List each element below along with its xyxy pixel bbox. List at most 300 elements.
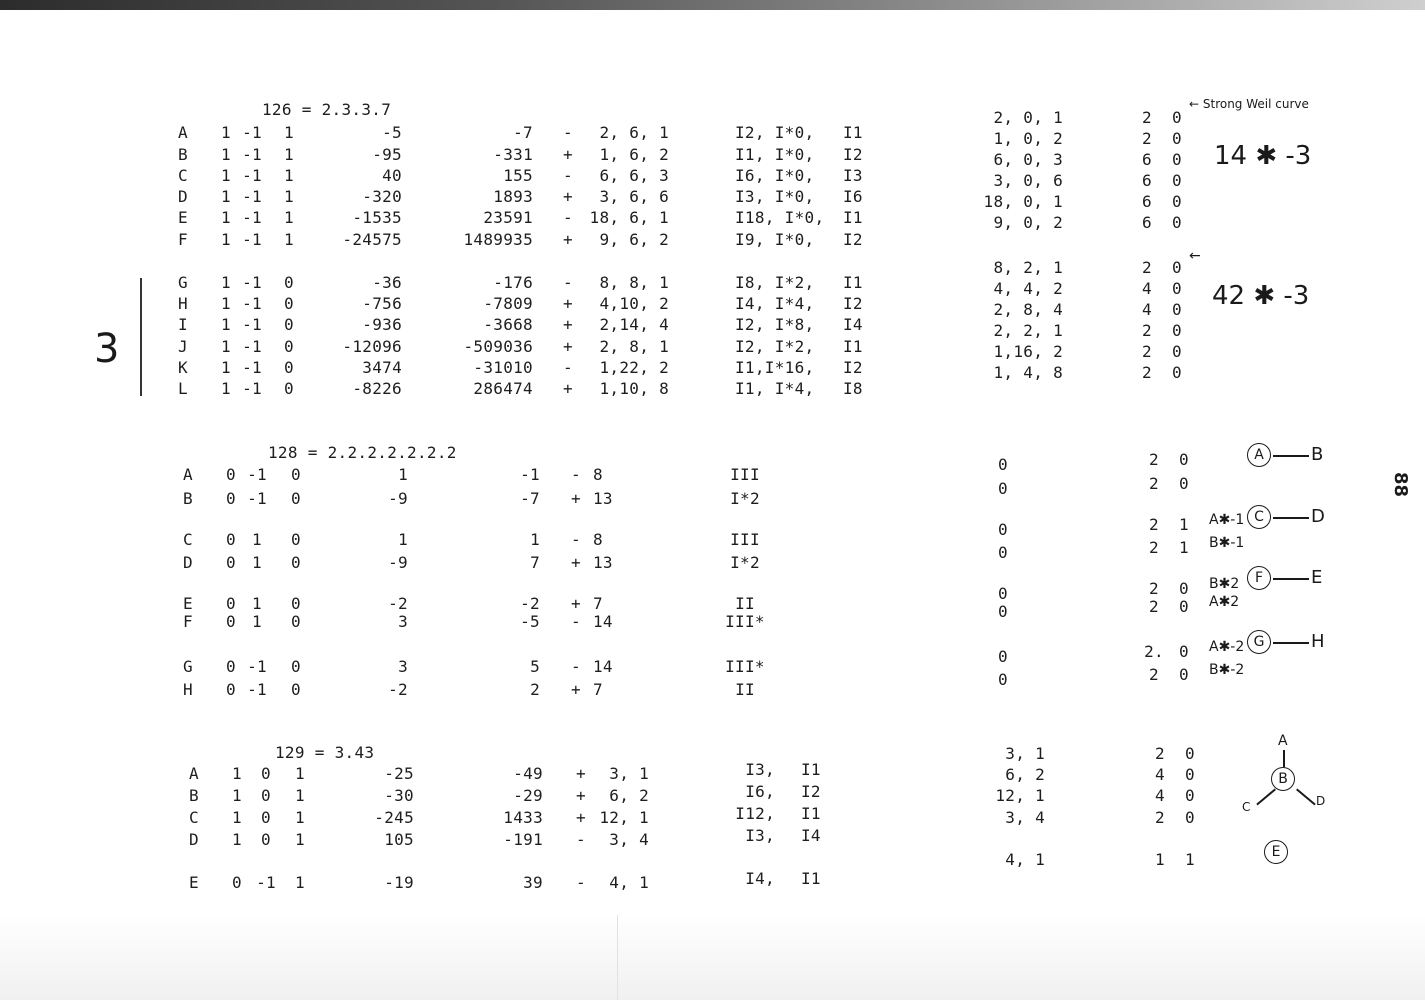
coef-b: -1 bbox=[242, 166, 262, 185]
factors: 3, 1 bbox=[609, 764, 649, 783]
coef-c: 0 bbox=[291, 530, 301, 549]
tree-edge-top bbox=[1283, 750, 1285, 767]
rank: 0 bbox=[1172, 108, 1182, 127]
torsion: 2 bbox=[1142, 321, 1152, 340]
factors: 2, 6, 1 bbox=[599, 123, 669, 142]
factors: 3, 6, 6 bbox=[599, 187, 669, 206]
local-data: 3, 1 bbox=[1005, 744, 1045, 763]
sign: - bbox=[571, 612, 581, 631]
coef-c: 1 bbox=[295, 786, 305, 805]
scan-top-edge bbox=[0, 0, 1425, 10]
rank: 0 bbox=[1172, 258, 1182, 277]
discriminant: 286474 bbox=[473, 379, 533, 398]
sign: - bbox=[576, 830, 586, 849]
local-data: 0 bbox=[998, 479, 1008, 498]
discriminant: -509036 bbox=[463, 337, 533, 356]
coef-a: 1 bbox=[232, 786, 242, 805]
row-label: B bbox=[178, 145, 188, 164]
coef-a: 1 bbox=[221, 166, 231, 185]
sign: + bbox=[576, 786, 586, 805]
coef-a: 1 bbox=[221, 358, 231, 377]
heading-129: 129 = 3.43 bbox=[275, 743, 375, 762]
torsion: 2 bbox=[1149, 579, 1159, 598]
sign: + bbox=[571, 489, 581, 508]
coef-a: 1 bbox=[221, 208, 231, 227]
discriminant: -3668 bbox=[483, 315, 533, 334]
coef-c: 0 bbox=[291, 553, 301, 572]
coef-b: -1 bbox=[256, 873, 276, 892]
coef-c: 0 bbox=[291, 489, 301, 508]
sign: - bbox=[563, 166, 573, 185]
coef-c: 0 bbox=[284, 337, 294, 356]
kodaira-last: I2 bbox=[843, 294, 863, 313]
row-label: A bbox=[178, 123, 188, 142]
sign: + bbox=[571, 680, 581, 699]
factors: 18, 6, 1 bbox=[589, 208, 669, 227]
kodaira-last: I1 bbox=[801, 760, 821, 779]
sign: - bbox=[563, 358, 573, 377]
value: -1535 bbox=[352, 208, 402, 227]
local-data: 0 bbox=[998, 670, 1008, 689]
discriminant: 7 bbox=[530, 553, 540, 572]
torsion: 4 bbox=[1155, 786, 1165, 805]
kodaira-last: I2 bbox=[843, 358, 863, 377]
row-label: H bbox=[183, 680, 193, 699]
local-data: 1, 0, 2 bbox=[993, 129, 1063, 148]
coef-b: -1 bbox=[247, 657, 267, 676]
kodaira-last: I2 bbox=[843, 145, 863, 164]
margin-mark: 3 bbox=[94, 326, 120, 372]
value: -25 bbox=[384, 764, 414, 783]
sign: + bbox=[563, 187, 573, 206]
discriminant: 1433 bbox=[503, 808, 543, 827]
discriminant: -2 bbox=[520, 594, 540, 613]
value: -5 bbox=[382, 123, 402, 142]
kodaira-types: III* bbox=[725, 612, 765, 631]
coef-c: 0 bbox=[291, 657, 301, 676]
isogeny-note-2: 42 ✱ -3 bbox=[1212, 281, 1310, 311]
isolated-node: E bbox=[1264, 840, 1288, 864]
kodaira-last: I4 bbox=[801, 826, 821, 845]
local-data: 0 bbox=[998, 584, 1008, 603]
strong-weil-note: ← Strong Weil curve bbox=[1189, 97, 1309, 111]
value: -9 bbox=[388, 553, 408, 572]
row-label: C bbox=[189, 808, 199, 827]
coef-b: -1 bbox=[242, 273, 262, 292]
factors: 8 bbox=[593, 530, 603, 549]
coef-c: 1 bbox=[295, 764, 305, 783]
local-data: 4, 4, 2 bbox=[993, 279, 1063, 298]
coef-c: 0 bbox=[284, 294, 294, 313]
twist-note: B✱-1 bbox=[1209, 535, 1245, 551]
kodaira-types: I*2 bbox=[730, 489, 760, 508]
factors: 3, 4 bbox=[609, 830, 649, 849]
discriminant: -29 bbox=[513, 786, 543, 805]
rank: 0 bbox=[1172, 279, 1182, 298]
value: -245 bbox=[374, 808, 414, 827]
local-data: 18, 0, 1 bbox=[983, 192, 1063, 211]
row-label: E bbox=[183, 594, 193, 613]
twist-note: A✱-2 bbox=[1209, 639, 1245, 655]
rank: 0 bbox=[1172, 192, 1182, 211]
page-fold-line bbox=[617, 915, 618, 1000]
kodaira-last: I4 bbox=[843, 315, 863, 334]
twist-note: A✱2 bbox=[1209, 594, 1240, 610]
rank: 0 bbox=[1185, 765, 1195, 784]
value: 1 bbox=[398, 465, 408, 484]
sign: + bbox=[563, 230, 573, 249]
factors: 14 bbox=[593, 612, 613, 631]
kodaira-last: I1 bbox=[843, 273, 863, 292]
torsion: 2 bbox=[1155, 744, 1165, 763]
rank: 0 bbox=[1172, 300, 1182, 319]
coef-a: 1 bbox=[221, 294, 231, 313]
kodaira-types: I*2 bbox=[730, 553, 760, 572]
margin-bracket-line bbox=[140, 278, 142, 396]
tree-node-center: B bbox=[1271, 767, 1295, 791]
discriminant: -7809 bbox=[483, 294, 533, 313]
coef-b: 1 bbox=[252, 612, 262, 631]
coef-a: 1 bbox=[221, 379, 231, 398]
kodaira-types: I2, I*2, bbox=[735, 337, 815, 356]
discriminant: 1893 bbox=[493, 187, 533, 206]
isogeny-node-label: H bbox=[1311, 631, 1325, 652]
torsion: 2 bbox=[1149, 597, 1159, 616]
value: -12096 bbox=[342, 337, 402, 356]
discriminant: 5 bbox=[530, 657, 540, 676]
kodaira-types: I1,I*16, bbox=[735, 358, 815, 377]
kodaira-types: I6, I*0, bbox=[735, 166, 815, 185]
coef-a: 0 bbox=[226, 680, 236, 699]
value: -936 bbox=[362, 315, 402, 334]
torsion: 4 bbox=[1142, 279, 1152, 298]
kodaira-types: I12, bbox=[735, 804, 775, 823]
coef-b: -1 bbox=[242, 337, 262, 356]
coef-b: -1 bbox=[242, 294, 262, 313]
kodaira-types: I2, I*0, bbox=[735, 123, 815, 142]
sign: - bbox=[563, 123, 573, 142]
torsion: 2 bbox=[1149, 665, 1159, 684]
tree-node-left: C bbox=[1242, 800, 1251, 814]
discriminant: -331 bbox=[493, 145, 533, 164]
coef-a: 0 bbox=[226, 594, 236, 613]
torsion: 2 bbox=[1142, 108, 1152, 127]
coef-b: 0 bbox=[261, 764, 271, 783]
torsion: 6 bbox=[1142, 150, 1152, 169]
coef-b: -1 bbox=[242, 315, 262, 334]
isogeny-node: C bbox=[1247, 505, 1271, 529]
discriminant: 23591 bbox=[483, 208, 533, 227]
torsion: 4 bbox=[1155, 765, 1165, 784]
coef-b: -1 bbox=[247, 465, 267, 484]
coef-a: 0 bbox=[232, 873, 242, 892]
value: -756 bbox=[362, 294, 402, 313]
kodaira-types: I18, I*0, bbox=[735, 208, 825, 227]
kodaira-types: I3, bbox=[745, 826, 775, 845]
coef-a: 0 bbox=[226, 657, 236, 676]
coef-c: 0 bbox=[291, 465, 301, 484]
factors: 4,10, 2 bbox=[599, 294, 669, 313]
sign: + bbox=[563, 145, 573, 164]
coef-b: -1 bbox=[247, 680, 267, 699]
row-label: E bbox=[178, 208, 188, 227]
kodaira-types: I3, I*0, bbox=[735, 187, 815, 206]
sign: + bbox=[563, 315, 573, 334]
factors: 13 bbox=[593, 489, 613, 508]
sign: + bbox=[571, 553, 581, 572]
value: 1 bbox=[398, 530, 408, 549]
discriminant: -5 bbox=[520, 612, 540, 631]
discriminant: -7 bbox=[520, 489, 540, 508]
torsion: 2. bbox=[1144, 642, 1164, 661]
local-data: 8, 2, 1 bbox=[993, 258, 1063, 277]
sign: - bbox=[563, 273, 573, 292]
discriminant: 39 bbox=[523, 873, 543, 892]
local-data: 6, 0, 3 bbox=[993, 150, 1063, 169]
value: -95 bbox=[372, 145, 402, 164]
isogeny-node: F bbox=[1247, 566, 1271, 590]
coef-c: 0 bbox=[284, 358, 294, 377]
value: -30 bbox=[384, 786, 414, 805]
discriminant: -176 bbox=[493, 273, 533, 292]
rank: 0 bbox=[1185, 786, 1195, 805]
row-label: B bbox=[183, 489, 193, 508]
local-data: 2, 2, 1 bbox=[993, 321, 1063, 340]
row-label: H bbox=[178, 294, 188, 313]
kodaira-last: I3 bbox=[843, 166, 863, 185]
kodaira-last: I2 bbox=[843, 230, 863, 249]
value: -8226 bbox=[352, 379, 402, 398]
value: 3474 bbox=[362, 358, 402, 377]
row-label: K bbox=[178, 358, 188, 377]
sign: + bbox=[576, 764, 586, 783]
factors: 9, 6, 2 bbox=[599, 230, 669, 249]
kodaira-types: I8, I*2, bbox=[735, 273, 815, 292]
isogeny-edge bbox=[1273, 578, 1309, 580]
rank: 0 bbox=[1172, 150, 1182, 169]
coef-c: 1 bbox=[284, 145, 294, 164]
coef-a: 0 bbox=[226, 489, 236, 508]
rank: 0 bbox=[1185, 808, 1195, 827]
kodaira-last: I1 bbox=[843, 123, 863, 142]
factors: 13 bbox=[593, 553, 613, 572]
isogeny-edge bbox=[1273, 642, 1309, 644]
kodaira-types: I1, I*0, bbox=[735, 145, 815, 164]
isogeny-edge bbox=[1273, 517, 1309, 519]
row-label: C bbox=[183, 530, 193, 549]
local-data: 9, 0, 2 bbox=[993, 213, 1063, 232]
rank: 0 bbox=[1179, 597, 1189, 616]
coef-c: 1 bbox=[295, 830, 305, 849]
value: -320 bbox=[362, 187, 402, 206]
local-data: 3, 0, 6 bbox=[993, 171, 1063, 190]
sign: + bbox=[563, 379, 573, 398]
rank: 0 bbox=[1172, 129, 1182, 148]
row-label: I bbox=[178, 315, 188, 334]
value: 3 bbox=[398, 612, 408, 631]
coef-a: 1 bbox=[221, 145, 231, 164]
row-label: F bbox=[178, 230, 188, 249]
torsion: 2 bbox=[1149, 538, 1159, 557]
twist-note: A✱-1 bbox=[1209, 512, 1245, 528]
torsion: 2 bbox=[1149, 515, 1159, 534]
discriminant: -1 bbox=[520, 465, 540, 484]
coef-c: 0 bbox=[291, 594, 301, 613]
coef-b: 1 bbox=[252, 594, 262, 613]
kodaira-types: III bbox=[730, 530, 760, 549]
coef-b: -1 bbox=[242, 230, 262, 249]
rank: 1 bbox=[1179, 538, 1189, 557]
row-label: B bbox=[189, 786, 199, 805]
coef-c: 0 bbox=[291, 612, 301, 631]
row-label: J bbox=[178, 337, 188, 356]
kodaira-last: I1 bbox=[801, 869, 821, 888]
coef-b: 1 bbox=[252, 530, 262, 549]
coef-a: 1 bbox=[232, 764, 242, 783]
torsion: 2 bbox=[1149, 450, 1159, 469]
torsion: 2 bbox=[1142, 363, 1152, 382]
coef-b: -1 bbox=[242, 145, 262, 164]
torsion: 6 bbox=[1142, 171, 1152, 190]
row-label: D bbox=[189, 830, 199, 849]
page-number: 88 bbox=[1390, 471, 1412, 498]
tree-edge-left bbox=[1256, 788, 1275, 805]
factors: 1,22, 2 bbox=[599, 358, 669, 377]
coef-c: 1 bbox=[295, 808, 305, 827]
coef-a: 1 bbox=[221, 337, 231, 356]
sign: - bbox=[576, 873, 586, 892]
sign: - bbox=[571, 465, 581, 484]
discriminant: -49 bbox=[513, 764, 543, 783]
torsion: 2 bbox=[1142, 342, 1152, 361]
coef-c: 1 bbox=[284, 208, 294, 227]
value: -36 bbox=[372, 273, 402, 292]
torsion: 1 bbox=[1155, 850, 1165, 869]
sign: + bbox=[563, 294, 573, 313]
kodaira-last: I1 bbox=[843, 208, 863, 227]
kodaira-types: III* bbox=[725, 657, 765, 676]
coef-c: 1 bbox=[284, 187, 294, 206]
twist-note: B✱-2 bbox=[1209, 662, 1245, 678]
kodaira-types: I1, I*4, bbox=[735, 379, 815, 398]
discriminant: 1489935 bbox=[463, 230, 533, 249]
factors: 7 bbox=[593, 594, 603, 613]
coef-c: 0 bbox=[291, 680, 301, 699]
value: -24575 bbox=[342, 230, 402, 249]
heading-128: 128 = 2.2.2.2.2.2.2 bbox=[268, 443, 457, 462]
coef-b: 0 bbox=[261, 830, 271, 849]
discriminant: 155 bbox=[503, 166, 533, 185]
value: 40 bbox=[382, 166, 402, 185]
coef-b: -1 bbox=[242, 379, 262, 398]
rank: 0 bbox=[1179, 642, 1189, 661]
row-label: F bbox=[183, 612, 193, 631]
row-label: D bbox=[183, 553, 193, 572]
discriminant: -31010 bbox=[473, 358, 533, 377]
row-label: C bbox=[178, 166, 188, 185]
kodaira-last: I6 bbox=[843, 187, 863, 206]
coef-b: 1 bbox=[252, 553, 262, 572]
local-data: 0 bbox=[998, 602, 1008, 621]
coef-a: 1 bbox=[221, 230, 231, 249]
tree-edge-right bbox=[1296, 788, 1315, 805]
local-data: 4, 1 bbox=[1005, 850, 1045, 869]
local-data: 1,16, 2 bbox=[993, 342, 1063, 361]
coef-a: 1 bbox=[232, 808, 242, 827]
torsion: 6 bbox=[1142, 192, 1152, 211]
value: 3 bbox=[398, 657, 408, 676]
rank: 0 bbox=[1179, 474, 1189, 493]
rank: 0 bbox=[1179, 579, 1189, 598]
kodaira-types: III bbox=[730, 465, 760, 484]
rank: 1 bbox=[1179, 515, 1189, 534]
row-label: G bbox=[178, 273, 188, 292]
kodaira-types: I6, bbox=[745, 782, 775, 801]
heading-126: 126 = 2.3.3.7 bbox=[262, 100, 392, 119]
factors: 1,10, 8 bbox=[599, 379, 669, 398]
factors: 6, 2 bbox=[609, 786, 649, 805]
sign: + bbox=[563, 337, 573, 356]
coef-c: 1 bbox=[295, 873, 305, 892]
kodaira-types: II bbox=[735, 594, 755, 613]
rank: 0 bbox=[1172, 342, 1182, 361]
rank: 0 bbox=[1179, 450, 1189, 469]
value: 105 bbox=[384, 830, 414, 849]
torsion: 2 bbox=[1142, 258, 1152, 277]
coef-c: 0 bbox=[284, 273, 294, 292]
rank: 0 bbox=[1172, 363, 1182, 382]
kodaira-last: I2 bbox=[801, 782, 821, 801]
local-data: 2, 0, 1 bbox=[993, 108, 1063, 127]
coef-c: 1 bbox=[284, 166, 294, 185]
factors: 14 bbox=[593, 657, 613, 676]
coef-c: 0 bbox=[284, 315, 294, 334]
coef-a: 1 bbox=[221, 273, 231, 292]
factors: 8 bbox=[593, 465, 603, 484]
kodaira-last: I1 bbox=[801, 804, 821, 823]
isogeny-edge bbox=[1273, 455, 1309, 457]
kodaira-types: II bbox=[735, 680, 755, 699]
torsion: 2 bbox=[1142, 129, 1152, 148]
coef-b: -1 bbox=[242, 187, 262, 206]
coef-b: -1 bbox=[242, 358, 262, 377]
scan-bottom-shading bbox=[0, 915, 1425, 1000]
coef-b: 0 bbox=[261, 808, 271, 827]
rank: 0 bbox=[1172, 171, 1182, 190]
coef-a: 1 bbox=[221, 123, 231, 142]
sign: - bbox=[563, 208, 573, 227]
kodaira-types: I2, I*8, bbox=[735, 315, 815, 334]
local-data: 0 bbox=[998, 543, 1008, 562]
local-data: 2, 8, 4 bbox=[993, 300, 1063, 319]
row-label: A bbox=[189, 764, 199, 783]
row-label: E bbox=[189, 873, 199, 892]
row-label: A bbox=[183, 465, 193, 484]
coef-a: 0 bbox=[226, 553, 236, 572]
sign: - bbox=[571, 530, 581, 549]
torsion: 6 bbox=[1142, 213, 1152, 232]
local-data: 6, 2 bbox=[1005, 765, 1045, 784]
coef-b: 0 bbox=[261, 786, 271, 805]
coef-a: 0 bbox=[226, 465, 236, 484]
kodaira-last: I8 bbox=[843, 379, 863, 398]
factors: 6, 6, 3 bbox=[599, 166, 669, 185]
sign: + bbox=[576, 808, 586, 827]
local-data: 0 bbox=[998, 647, 1008, 666]
row-label: L bbox=[178, 379, 188, 398]
isogeny-node-label: D bbox=[1311, 506, 1325, 527]
sign: - bbox=[571, 657, 581, 676]
